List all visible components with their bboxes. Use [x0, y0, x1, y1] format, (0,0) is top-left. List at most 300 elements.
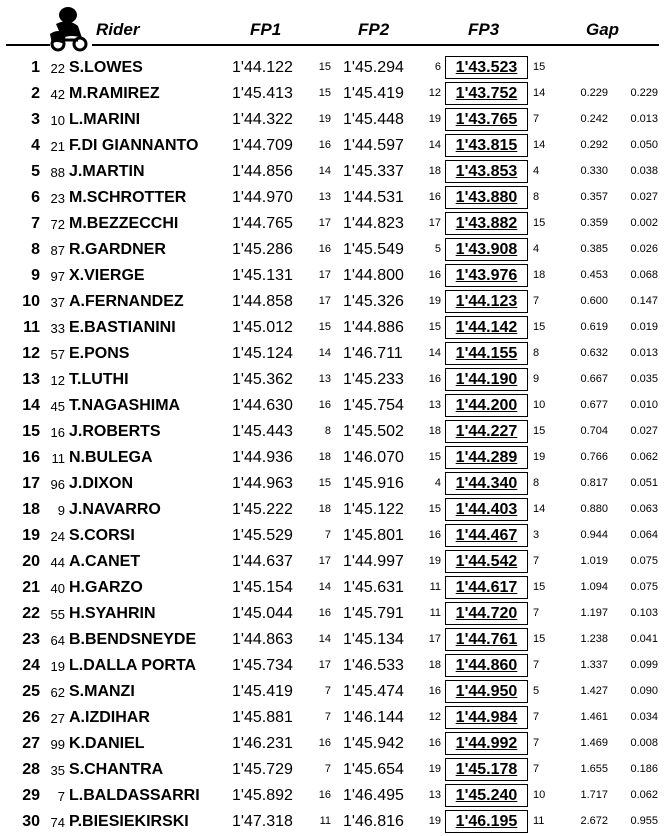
fp2-time: 1'45.326	[343, 293, 404, 310]
rider-name: E.BASTIANINI	[69, 319, 176, 336]
rider-number: 23	[50, 191, 65, 206]
rider-number: 35	[50, 763, 65, 778]
fp2-time: 1'44.823	[343, 215, 404, 232]
fp2-laps: 12	[428, 87, 441, 99]
fp2-laps: 15	[428, 451, 441, 463]
table-row	[0, 627, 665, 653]
row-position: 30	[22, 813, 40, 830]
rider-number: 16	[50, 425, 65, 440]
fp3-laps: 11	[533, 815, 545, 827]
fp3-time: 1'44.155	[455, 345, 518, 362]
gap-to-first: 1.337	[580, 659, 608, 671]
gap-to-first: 1.238	[580, 633, 608, 645]
row-position: 22	[22, 605, 40, 622]
rider-name: T.NAGASHIMA	[69, 397, 181, 414]
fp2-time: 1'45.474	[343, 683, 404, 700]
fp2-laps: 11	[429, 581, 441, 593]
gap-to-previous: 0.075	[630, 555, 658, 567]
table-row	[0, 809, 665, 835]
fp3-time: 1'44.542	[455, 553, 518, 570]
gap-to-previous: 0.035	[630, 373, 658, 385]
fp3-time: 1'44.467	[455, 527, 518, 544]
fp3-laps: 8	[533, 191, 540, 203]
gap-to-previous: 0.955	[630, 815, 658, 827]
fp3-laps: 15	[533, 61, 546, 73]
fp3-time: 1'44.860	[455, 657, 518, 674]
rider-number: 97	[50, 269, 65, 284]
fp2-time: 1'46.495	[343, 787, 404, 804]
rider-name: H.GARZO	[69, 579, 143, 596]
fp1-time: 1'45.419	[232, 683, 293, 700]
fp1-laps: 14	[318, 165, 331, 177]
fp1-laps: 16	[318, 789, 331, 801]
gap-to-previous: 0.013	[630, 347, 658, 359]
row-position: 3	[31, 111, 40, 128]
gap-to-previous: 0.038	[630, 165, 658, 177]
fp2-time: 1'45.942	[343, 735, 404, 752]
row-position: 21	[22, 579, 40, 596]
fp3-laps: 8	[533, 477, 540, 489]
gap-to-previous: 0.027	[630, 191, 658, 203]
rider-number: 74	[50, 815, 65, 830]
fp2-time: 1'45.122	[343, 501, 404, 518]
rider-name: A.FERNANDEZ	[69, 293, 184, 310]
fp3-laps: 7	[533, 763, 540, 775]
fp1-time: 1'44.709	[232, 137, 293, 154]
fp1-laps: 15	[318, 61, 331, 73]
table-row	[0, 185, 665, 211]
fp1-laps: 18	[318, 503, 331, 515]
fp3-laps: 8	[533, 347, 540, 359]
rider-number: 10	[50, 113, 65, 128]
fp3-laps: 7	[533, 659, 540, 671]
fp2-time: 1'45.419	[343, 85, 404, 102]
row-position: 16	[22, 449, 40, 466]
table-row	[0, 81, 665, 107]
row-position: 29	[22, 787, 40, 804]
fp2-time: 1'45.337	[343, 163, 404, 180]
table-row	[0, 523, 665, 549]
fp2-time: 1'45.549	[343, 241, 404, 258]
fp3-laps: 14	[533, 139, 546, 151]
fp3-laps: 4	[533, 243, 540, 255]
fp3-time: 1'44.142	[455, 319, 518, 336]
fp2-time: 1'45.654	[343, 761, 404, 778]
rider-number: 45	[50, 399, 65, 414]
fp2-time: 1'45.134	[343, 631, 404, 648]
gap-to-first: 0.704	[580, 425, 608, 437]
gap-to-first: 0.817	[580, 477, 608, 489]
fp1-time: 1'44.122	[232, 59, 293, 76]
row-position: 19	[22, 527, 40, 544]
fp2-time: 1'45.916	[343, 475, 404, 492]
fp1-laps: 17	[318, 269, 331, 281]
gap-to-first: 1.717	[580, 789, 608, 801]
fp1-time: 1'45.131	[232, 267, 293, 284]
fp3-time: 1'44.123	[455, 293, 518, 310]
rider-name: X.VIERGE	[69, 267, 145, 284]
fp2-laps: 16	[428, 269, 441, 281]
rider-name: A.IZDIHAR	[69, 709, 150, 726]
row-position: 4	[31, 137, 40, 154]
fp3-laps: 5	[533, 685, 540, 697]
fp3-time: 1'46.195	[455, 813, 518, 830]
fp1-time: 1'44.863	[232, 631, 293, 648]
rider-number: 22	[50, 61, 65, 76]
gap-to-first: 1.461	[580, 711, 608, 723]
fp2-time: 1'44.800	[343, 267, 404, 284]
fp1-laps: 15	[318, 477, 331, 489]
fp2-time: 1'45.294	[343, 59, 404, 76]
fp3-laps: 15	[533, 425, 546, 437]
rider-name: M.RAMIREZ	[69, 85, 160, 102]
fp3-laps: 3	[533, 529, 540, 541]
row-position: 6	[31, 189, 40, 206]
gap-to-previous: 0.041	[630, 633, 658, 645]
table-row	[0, 159, 665, 185]
fp1-time: 1'44.936	[232, 449, 293, 466]
rider-name: S.MANZI	[69, 683, 135, 700]
row-position: 25	[22, 683, 40, 700]
fp2-time: 1'45.801	[343, 527, 404, 544]
fp2-laps: 12	[428, 711, 441, 723]
rider-name: H.SYAHRIN	[69, 605, 156, 622]
fp2-time: 1'46.816	[343, 813, 404, 830]
rider-number: 87	[50, 243, 65, 258]
gap-to-first: 0.944	[580, 529, 608, 541]
gap-to-previous: 0.064	[630, 529, 658, 541]
fp3-time: 1'43.853	[455, 163, 518, 180]
fp2-time: 1'44.531	[343, 189, 404, 206]
table-row	[0, 731, 665, 757]
fp3-laps: 15	[533, 321, 546, 333]
table-row	[0, 133, 665, 159]
rider-name: F.DI GIANNANTO	[69, 137, 199, 154]
gap-to-previous: 0.068	[630, 269, 658, 281]
gap-to-first: 0.385	[580, 243, 608, 255]
row-position: 26	[22, 709, 40, 726]
row-position: 23	[22, 631, 40, 648]
fp2-time: 1'46.070	[343, 449, 404, 466]
fp1-time: 1'45.892	[232, 787, 293, 804]
rider-number: 27	[50, 711, 65, 726]
row-position: 9	[31, 267, 40, 284]
gap-to-previous: 0.010	[630, 399, 658, 411]
fp2-laps: 13	[428, 399, 441, 411]
fp2-laps: 14	[428, 347, 441, 359]
gap-to-previous: 0.027	[630, 425, 658, 437]
fp3-time: 1'44.403	[455, 501, 518, 518]
fp2-laps: 17	[428, 217, 441, 229]
fp1-time: 1'45.222	[232, 501, 293, 518]
table-row	[0, 445, 665, 471]
rider-name: S.CORSI	[69, 527, 135, 544]
gap-to-first: 0.453	[580, 269, 608, 281]
fp3-laps: 9	[533, 373, 540, 385]
header-fp1: FP1	[250, 20, 282, 39]
fp2-laps: 15	[428, 321, 441, 333]
fp1-laps: 7	[324, 763, 331, 775]
fp3-time: 1'43.908	[455, 241, 518, 258]
rider-number: 40	[50, 581, 65, 596]
fp2-laps: 5	[434, 243, 441, 255]
fp2-laps: 17	[428, 633, 441, 645]
rider-name: M.BEZZECCHI	[69, 215, 179, 232]
gap-to-first: 0.600	[580, 295, 608, 307]
gap-to-first: 0.677	[580, 399, 608, 411]
fp1-time: 1'46.231	[232, 735, 293, 752]
rider-number: 99	[50, 737, 65, 752]
fp1-laps: 16	[318, 243, 331, 255]
fp3-laps: 7	[533, 113, 540, 125]
gap-to-previous: 0.229	[630, 87, 658, 99]
header-underline	[6, 44, 50, 46]
fp3-time: 1'43.882	[455, 215, 518, 232]
gap-to-previous: 0.051	[630, 477, 658, 489]
rider-name: L.DALLA PORTA	[69, 657, 197, 674]
fp1-laps: 14	[318, 581, 331, 593]
table-row	[0, 601, 665, 627]
row-position: 7	[31, 215, 40, 232]
gap-to-first: 1.655	[580, 763, 608, 775]
rider-number: 19	[50, 659, 65, 674]
gap-to-previous: 0.063	[630, 503, 658, 515]
fp2-laps: 11	[429, 607, 441, 619]
rider-number: 7	[57, 789, 65, 804]
gap-to-first: 1.019	[580, 555, 608, 567]
fp1-time: 1'45.729	[232, 761, 293, 778]
fp2-laps: 14	[428, 139, 441, 151]
table-row	[0, 289, 665, 315]
fp3-laps: 7	[533, 555, 540, 567]
table-row	[0, 55, 665, 81]
row-position: 11	[23, 319, 40, 336]
fp1-time: 1'45.881	[232, 709, 293, 726]
fp2-laps: 16	[428, 685, 441, 697]
row-position: 14	[22, 397, 40, 414]
rider-number: 72	[50, 217, 65, 232]
fp3-laps: 14	[533, 87, 546, 99]
row-position: 13	[22, 371, 40, 388]
row-position: 28	[22, 761, 40, 778]
fp2-laps: 6	[434, 61, 441, 73]
fp1-time: 1'44.856	[232, 163, 293, 180]
fp1-time: 1'44.765	[232, 215, 293, 232]
gap-to-first: 1.427	[580, 685, 608, 697]
fp1-laps: 11	[319, 815, 331, 827]
rider-name: L.MARINI	[69, 111, 141, 128]
rider-number: 11	[51, 451, 65, 466]
table-row	[0, 263, 665, 289]
fp3-time: 1'44.950	[455, 683, 518, 700]
rider-name: S.LOWES	[69, 59, 143, 76]
fp1-time: 1'45.012	[232, 319, 293, 336]
fp3-time: 1'43.815	[455, 137, 518, 154]
gap-to-first: 2.672	[580, 815, 608, 827]
fp2-laps: 19	[428, 113, 441, 125]
table-header	[0, 0, 665, 50]
fp1-laps: 8	[324, 425, 331, 437]
gap-to-first: 0.619	[580, 321, 608, 333]
fp3-time: 1'44.289	[455, 449, 518, 466]
fp2-time: 1'44.997	[343, 553, 404, 570]
fp1-laps: 15	[318, 321, 331, 333]
rider-number: 12	[50, 373, 65, 388]
gap-to-previous: 0.026	[630, 243, 658, 255]
fp1-laps: 16	[318, 737, 331, 749]
fp3-time: 1'44.984	[455, 709, 518, 726]
rider-name: E.PONS	[69, 345, 130, 362]
table-row	[0, 783, 665, 809]
table-row	[0, 653, 665, 679]
fp3-laps: 7	[533, 737, 540, 749]
fp2-time: 1'46.533	[343, 657, 404, 674]
gap-to-first: 0.880	[580, 503, 608, 515]
table-row	[0, 549, 665, 575]
fp1-laps: 13	[318, 191, 331, 203]
gap-to-previous: 0.062	[630, 451, 658, 463]
fp3-time: 1'44.617	[455, 579, 518, 596]
header-rider: Rider	[96, 20, 140, 39]
gap-to-first: 0.357	[580, 191, 608, 203]
fp1-time: 1'45.734	[232, 657, 293, 674]
row-position: 24	[22, 657, 40, 674]
row-position: 8	[31, 241, 40, 258]
fp3-time: 1'43.976	[455, 267, 518, 284]
fp2-laps: 4	[434, 477, 441, 489]
rider-name: A.CANET	[69, 553, 141, 570]
header-fp2: FP2	[358, 20, 390, 39]
gap-to-first: 0.667	[580, 373, 608, 385]
fp1-laps: 17	[318, 555, 331, 567]
fp3-laps: 7	[533, 711, 540, 723]
gap-to-previous: 0.013	[630, 113, 658, 125]
fp3-laps: 15	[533, 581, 546, 593]
rider-number: 44	[50, 555, 65, 570]
table-row	[0, 575, 665, 601]
fp2-laps: 18	[428, 425, 441, 437]
fp3-time: 1'44.720	[455, 605, 518, 622]
table-row	[0, 367, 665, 393]
header-underline	[92, 44, 659, 46]
rider-number: 42	[50, 87, 65, 102]
rider-number: 55	[50, 607, 65, 622]
gap-to-previous: 0.019	[630, 321, 658, 333]
fp2-time: 1'45.791	[343, 605, 404, 622]
fp1-time: 1'44.963	[232, 475, 293, 492]
fp1-time: 1'47.318	[232, 813, 293, 830]
gap-to-first: 1.469	[580, 737, 608, 749]
fp2-time: 1'46.711	[343, 345, 403, 362]
rider-number: 24	[50, 529, 65, 544]
gap-to-previous: 0.008	[630, 737, 658, 749]
fp3-laps: 14	[533, 503, 546, 515]
fp1-laps: 19	[318, 113, 331, 125]
rider-number: 64	[50, 633, 65, 648]
rider-number: 62	[50, 685, 65, 700]
fp1-laps: 17	[318, 295, 331, 307]
rider-name: J.DIXON	[69, 475, 134, 492]
fp1-laps: 15	[318, 87, 331, 99]
rider-name: T.LUTHI	[69, 371, 129, 388]
table-row	[0, 107, 665, 133]
rider-name: P.BIESIEKIRSKI	[69, 813, 189, 830]
gap-to-previous: 0.090	[630, 685, 658, 697]
fp1-time: 1'45.529	[232, 527, 293, 544]
fp1-laps: 18	[318, 451, 331, 463]
row-position: 17	[22, 475, 40, 492]
fp2-laps: 16	[428, 529, 441, 541]
header-gap: Gap	[586, 20, 620, 39]
rider-name: B.BENDSNEYDE	[69, 631, 197, 648]
gap-to-first: 0.766	[580, 451, 608, 463]
fp1-time: 1'44.322	[232, 111, 293, 128]
rider-name: J.NAVARRO	[69, 501, 161, 518]
fp3-time: 1'45.240	[455, 787, 518, 804]
fp1-time: 1'45.044	[232, 605, 293, 622]
row-position: 10	[22, 293, 40, 310]
table-row	[0, 237, 665, 263]
fp1-laps: 13	[318, 373, 331, 385]
fp2-time: 1'45.502	[343, 423, 404, 440]
fp2-time: 1'45.448	[343, 111, 404, 128]
rider-name: J.ROBERTS	[69, 423, 161, 440]
row-position: 1	[31, 59, 40, 76]
fp3-laps: 7	[533, 607, 540, 619]
fp2-laps: 19	[428, 815, 441, 827]
fp3-time: 1'44.200	[455, 397, 518, 414]
table-row	[0, 679, 665, 705]
fp1-time: 1'44.970	[232, 189, 293, 206]
gap-to-first: 0.292	[580, 139, 608, 151]
fp1-laps: 7	[324, 529, 331, 541]
gap-to-previous: 0.147	[630, 295, 658, 307]
fp2-laps: 15	[428, 503, 441, 515]
rider-number: 57	[50, 347, 65, 362]
gap-to-previous: 0.103	[630, 607, 658, 619]
fp1-time: 1'45.286	[232, 241, 293, 258]
gap-to-previous: 0.050	[630, 139, 658, 151]
fp2-time: 1'45.631	[343, 579, 404, 596]
gap-to-previous: 0.002	[630, 217, 658, 229]
row-position: 2	[31, 85, 40, 102]
fp3-time: 1'44.190	[455, 371, 518, 388]
row-position: 20	[22, 553, 40, 570]
row-position: 18	[22, 501, 40, 518]
header-fp3: FP3	[468, 20, 500, 39]
gap-to-first: 0.359	[580, 217, 608, 229]
fp1-laps: 16	[318, 139, 331, 151]
row-position: 12	[22, 345, 40, 362]
fp1-laps: 7	[324, 711, 331, 723]
fp1-laps: 7	[324, 685, 331, 697]
row-position: 27	[22, 735, 40, 752]
fp3-laps: 7	[533, 295, 540, 307]
fp2-laps: 19	[428, 295, 441, 307]
gap-to-first: 0.242	[580, 113, 608, 125]
gap-to-previous: 0.186	[630, 763, 658, 775]
gap-to-first: 0.229	[580, 87, 608, 99]
table-row	[0, 315, 665, 341]
fp1-laps: 16	[318, 399, 331, 411]
fp1-time: 1'45.154	[232, 579, 293, 596]
gap-to-previous: 0.099	[630, 659, 658, 671]
rider-name: K.DANIEL	[69, 735, 145, 752]
fp2-laps: 13	[428, 789, 441, 801]
rider-name: J.MARTIN	[69, 163, 145, 180]
rider-number: 9	[57, 503, 65, 518]
fp2-time: 1'44.886	[343, 319, 404, 336]
